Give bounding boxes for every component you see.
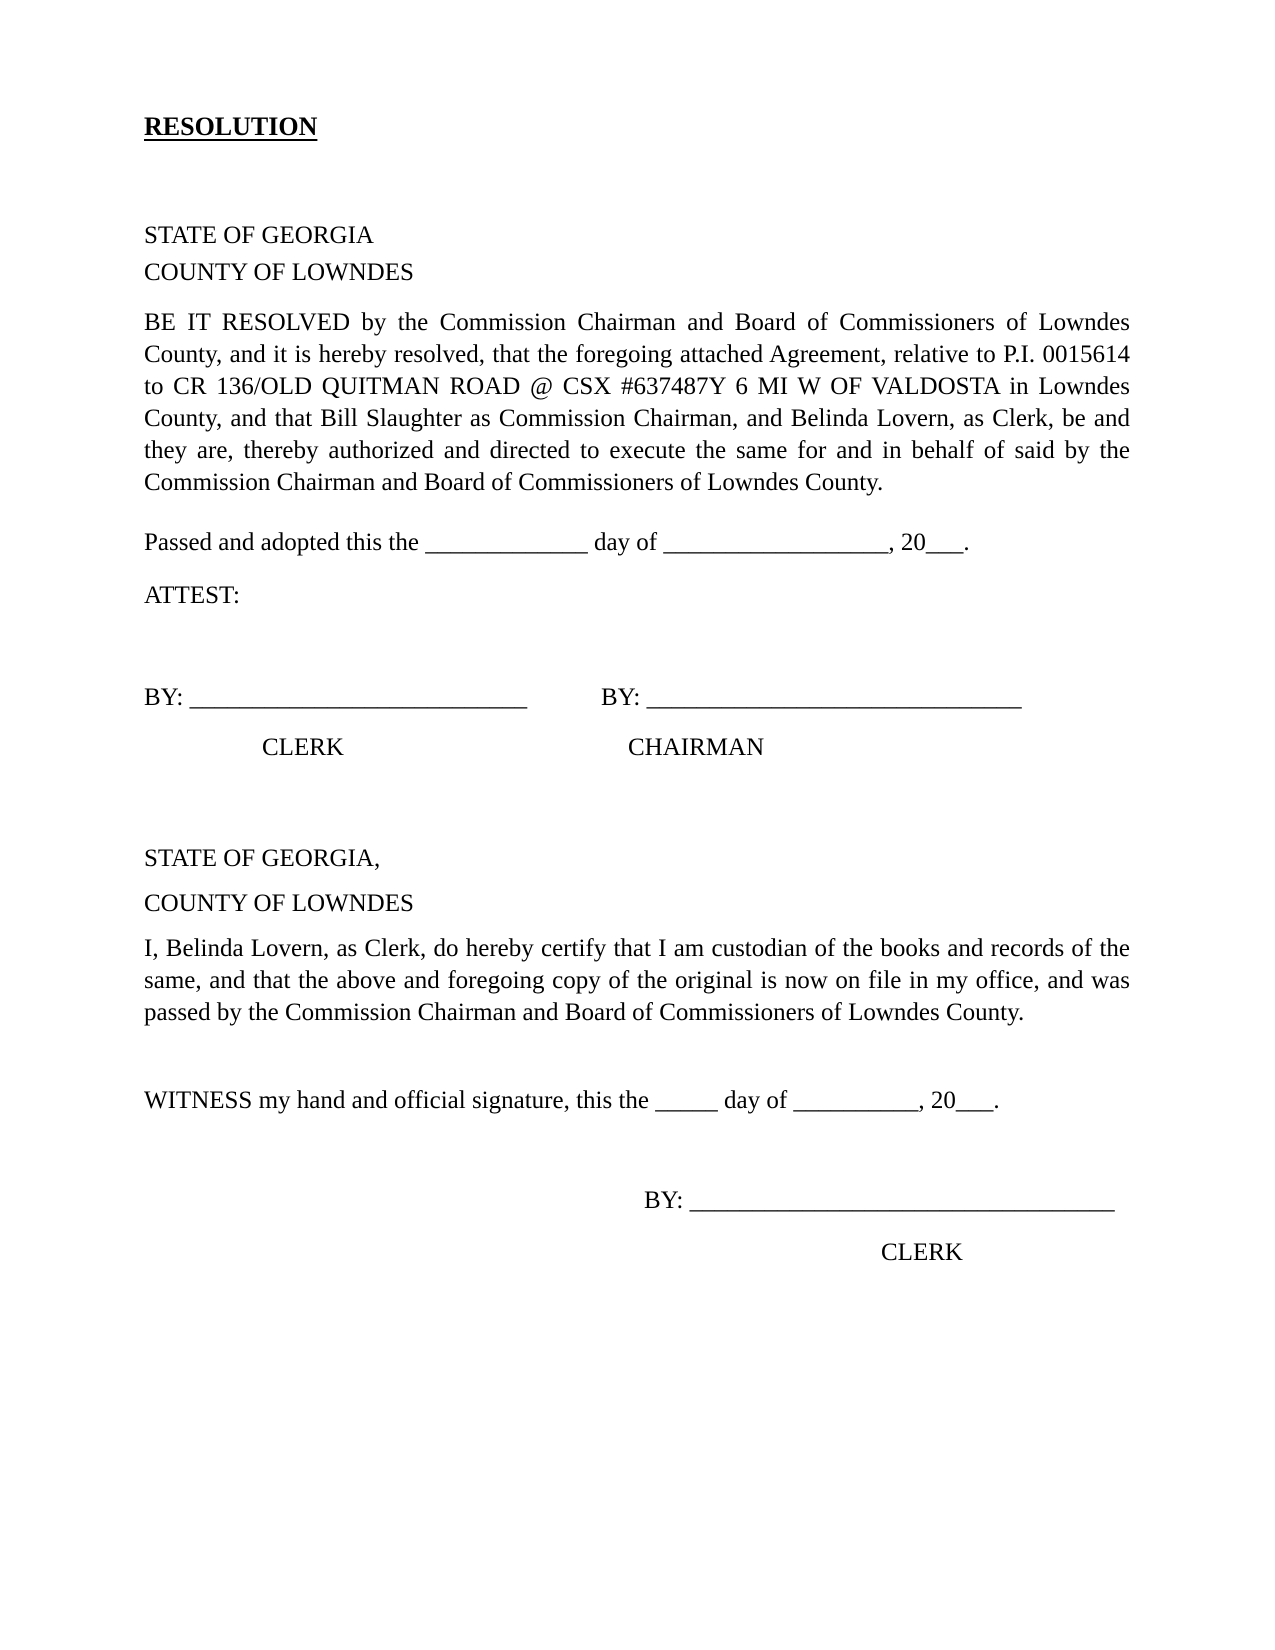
document-title: RESOLUTION [144, 112, 318, 141]
county-line: COUNTY OF LOWNDES [144, 259, 414, 286]
certification-county-line: COUNTY OF LOWNDES [144, 890, 414, 917]
clerk-label: CLERK [262, 734, 344, 761]
chairman-signature-line: BY: ______________________________ [601, 684, 1022, 711]
attest-label: ATTEST: [144, 582, 240, 609]
clerk-signature-line: BY: ___________________________ [144, 684, 528, 711]
final-clerk-signature-line: BY: __________________________________ [644, 1187, 1115, 1214]
state-line: STATE OF GEORGIA [144, 222, 374, 249]
signature-label-row [144, 732, 1130, 764]
certification-body-paragraph: I, Belinda Lovern, as Clerk, do hereby certify that I am custodian of the books and records of the same, and that the above and foregoing copy of the original is now on file in my office, and was passed by the Commission Chairman and Board of Commissioners of Lowndes County. [144, 935, 1130, 1026]
witness-date-line: WITNESS my hand and official signature, this the _____ day of __________, 20___. [144, 1087, 1000, 1114]
chairman-label: CHAIRMAN [628, 734, 765, 761]
final-clerk-label: CLERK [881, 1239, 963, 1266]
adoption-date-line: Passed and adopted this the _____________ day of __________________, 20___. [144, 529, 970, 556]
certification-state-line: STATE OF GEORGIA, [144, 845, 381, 872]
signature-row [144, 682, 1130, 714]
resolution-body-paragraph: BE IT RESOLVED by the Commission Chairman and Board of Commissioners of Lowndes County, and it is hereby resolved, that the foregoing attached Agreement, relative to P.I. 0015614 to CR 136/OLD QUITMAN ROAD @ CSX #637487Y 6 MI W OF VALDOSTA in Lowndes County, and that Bill Slaughter as Commission Chairman, and Belinda Lovern, as Clerk, be and they are, thereby authorized and directed to execute the same for and in behalf of said by the Commission Chairman and Board of Commissioners of Lowndes County. [144, 309, 1130, 496]
